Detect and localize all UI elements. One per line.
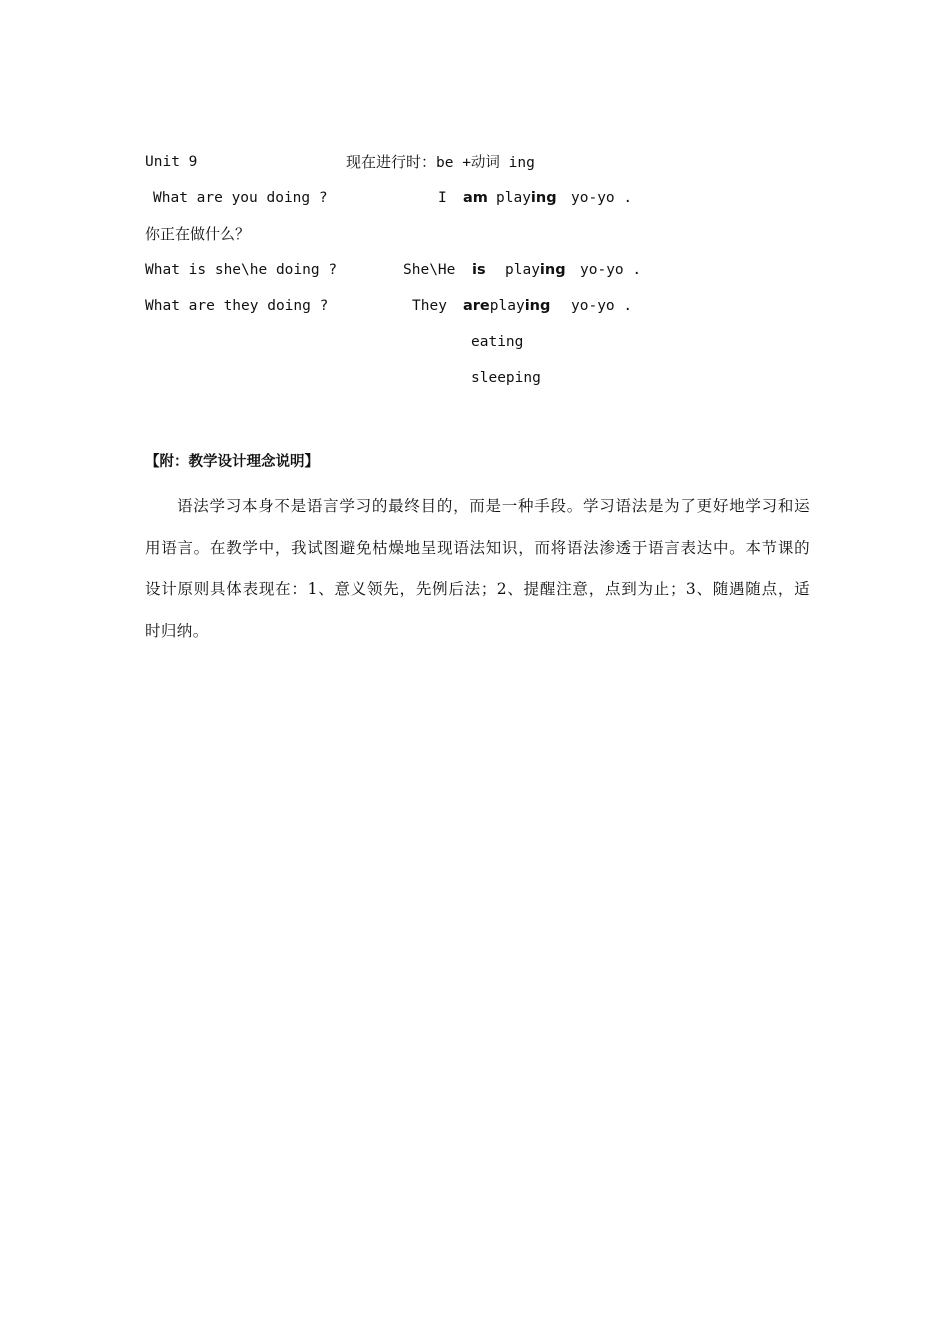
question-she-he: What is she\he doing ?: [145, 262, 338, 278]
answer-subject-i: I: [438, 190, 447, 206]
answer-verb-playing-1: [496, 188, 557, 208]
unit-title: Unit 9: [145, 154, 198, 170]
question-they: What are they doing ?: [145, 298, 329, 314]
answer-object-3: yo-yo .: [571, 298, 633, 314]
verb-stem: play: [496, 190, 531, 206]
answer-subject-they: They: [412, 298, 447, 314]
verb-suffix: ing: [530, 190, 557, 206]
answer-be-am: am: [463, 190, 488, 206]
alternative-eating: eating: [471, 334, 524, 350]
grammar-formula: be +动词 ing: [436, 155, 535, 171]
verb-stem: play: [489, 298, 525, 314]
answer-be-are: are: [463, 298, 490, 314]
answer-object-2: yo-yo .: [580, 262, 642, 278]
verb-suffix: ing: [539, 262, 566, 278]
answer-verb-playing-2: [505, 260, 566, 280]
appendix-heading: 【附：教学设计理念说明】: [145, 454, 319, 470]
answer-object-1: yo-yo .: [571, 190, 633, 206]
grammar-header: [346, 152, 535, 173]
alternative-sleeping: sleeping: [471, 370, 541, 386]
appendix-body: 语法学习本身不是语言学习的最终目的，而是一种手段。学习语法是为了更好地学习和运用语言。在教学中，我试图避免枯燥地呈现语法知识，而将语法渗透于语言表达中。本节课的设计原则具体表现在：1、意义领先，先例后法；2、提醒注意，点到为止；3、随遇随点，适时归纳。: [145, 497, 810, 640]
question-you: What are you doing ?: [153, 190, 328, 206]
verb-stem: play: [505, 262, 540, 278]
answer-verb-are-playing: [463, 296, 550, 316]
answer-be-is: is: [472, 262, 486, 278]
grammar-label: 现在进行时：: [346, 153, 437, 171]
question-translation: 你正在做什么？: [145, 225, 251, 243]
verb-suffix: ing: [524, 298, 551, 314]
answer-subject-she-he: She\He: [403, 262, 456, 278]
